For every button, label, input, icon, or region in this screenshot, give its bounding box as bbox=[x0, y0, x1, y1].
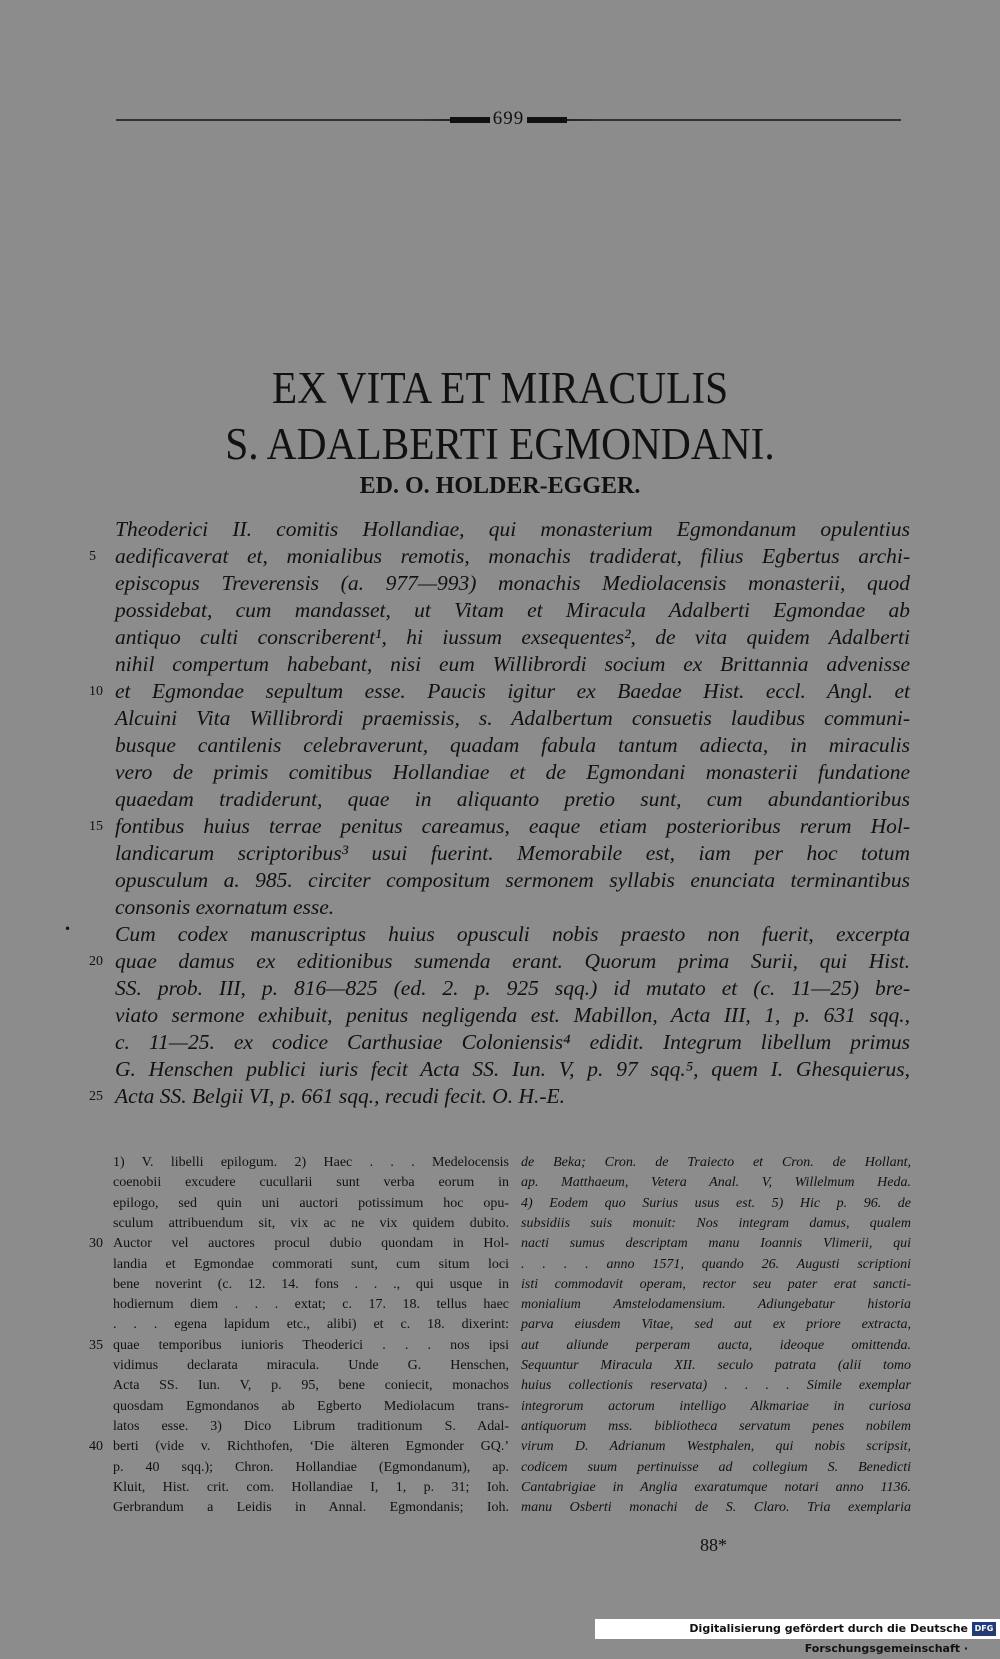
footnote-line-left: coenobii excudere cucullarii sunt verba eorum in bbox=[113, 1175, 509, 1191]
footnote-line-right: isti commodavit operam, rector seu pater erat sancti- bbox=[521, 1276, 911, 1292]
footnote-line-left: quosdam Egmondanos ab Egberto Mediolacum trans- bbox=[113, 1398, 509, 1414]
header-rule-right bbox=[527, 119, 901, 121]
footnote-line-left: Kluit, Hist. crit. com. Hollandiae I, 1, p. 31; Ioh. bbox=[113, 1479, 509, 1495]
text-line: opusculum a. 985. circiter compositum sermonem syllabis enunciata terminantibus bbox=[115, 868, 910, 892]
footnote-line-right: Cantabrigiae in Anglia exaratumque notari anno 1136. bbox=[521, 1479, 911, 1495]
page-header bbox=[116, 108, 901, 132]
title-line-2: S. ADALBERTI EGMONDANI. bbox=[225, 419, 775, 469]
footnote-line-right: ap. Matthaeum, Vetera Anal. V, Willelmum Heda. bbox=[521, 1175, 911, 1191]
line-number: 20 bbox=[89, 954, 103, 969]
footnote-line-number: 35 bbox=[89, 1337, 103, 1353]
text-line: Acta SS. Belgii VI, p. 661 sqq., recudi fecit. O. H.-E. bbox=[115, 1084, 566, 1108]
footnote-line-left: 1) V. libelli epilogum. 2) Haec . . . Medelocensis bbox=[113, 1155, 509, 1170]
footnote-line-left: Acta SS. Iun. V, p. 95, bene coniecit, monachos bbox=[113, 1378, 509, 1394]
footnote-line-right: aut aliunde perperam aucta, ideoque omittenda. bbox=[521, 1337, 911, 1353]
text-line: quaedam tradiderunt, quae in aliquanto pretio sunt, cum abundantioribus bbox=[115, 787, 910, 811]
footnote-line-left: bene noverint (c. 12. 14. fons . . ., qui usque in bbox=[113, 1276, 509, 1292]
text-line: Theoderici II. comitis Hollandiae, qui monasterium Egmondanum opulentius bbox=[115, 517, 910, 541]
text-line: SS. prob. III, p. 816—825 (ed. 2. p. 925 sqq.) id mutato et (c. 11—25) bre- bbox=[115, 976, 910, 1000]
footnote-line-left: hodiernum diem . . . extat; c. 17. 18. tellus haec bbox=[113, 1297, 509, 1313]
line-number: 10 bbox=[89, 684, 103, 699]
footnote-line-left: sculum attribuendum sit, vix ac ne vix quidem dubito. bbox=[113, 1215, 509, 1231]
text-line: possidebat, cum mandasset, ut Vitam et Miracula Adalberti Egmondae ab bbox=[115, 598, 910, 622]
text-line: et Egmondae sepultum esse. Paucis igitur ex Baedae Hist. eccl. Angl. et bbox=[115, 679, 910, 703]
footnote-line-right: monialium Amstelodamensium. Adiungebatur historia bbox=[521, 1297, 911, 1313]
text-line: quae damus ex editionibus sumenda erant. Quorum prima Surii, qui Hist. bbox=[115, 949, 910, 973]
footnote-line-left: latos esse. 3) Dico Librum traditionum S. Adal- bbox=[113, 1418, 509, 1434]
footnote-line-right: parva eiusdem Vitae, sed aut ex priore extracta, bbox=[521, 1317, 911, 1333]
text-line: Alcuini Vita Willibrordi praemissis, s. Adalbertum consuetis laudibus communi- bbox=[115, 706, 910, 730]
footnote-line-right: integrorum actorum intelligo Alkmariae in curiosa bbox=[521, 1398, 911, 1414]
line-number: 25 bbox=[89, 1089, 103, 1104]
text-line: G. Henschen publici iuris fecit Acta SS. Iun. V, p. 97 sqq.⁵, quem I. Ghesquierus, bbox=[115, 1057, 910, 1081]
footnote-line-right: huius collectionis reservata) . . . . Simile exemplar bbox=[521, 1378, 911, 1394]
dfg-logo-icon: DFG bbox=[972, 1622, 996, 1636]
footnote-line-right: nacti sumus descriptam manu Ioannis Vlimerii, qui bbox=[521, 1236, 911, 1252]
text-line: episcopus Treverensis (a. 977—993) monachis Mediolacensis monasterii, quod bbox=[115, 571, 910, 595]
footnote-line-right: 4) Eodem quo Surius usus est. 5) Hic p. 96. de bbox=[521, 1195, 911, 1211]
footnote-line-number: 40 bbox=[89, 1439, 103, 1455]
footnote-line-left: Gerbrandum a Leidis in Annal. Egmondanis; Ioh. bbox=[113, 1500, 509, 1516]
footnote-line-number: 30 bbox=[89, 1236, 103, 1252]
footnote-line-right: de Beka; Cron. de Traiecto et Cron. de Hollant, bbox=[521, 1155, 911, 1170]
footnote-line-left: landia et Egmondae commorati sunt, cum situm loci bbox=[113, 1256, 509, 1272]
text-line: Cum codex manuscriptus huius opusculi nobis praesto non fuerit, excerpta bbox=[115, 922, 910, 946]
footnote-line-left: Auctor vel auctores procul dubio quondam in Hol- bbox=[113, 1236, 509, 1252]
footnote-line-right: subsidiis suis monuit: Nos integram damus, qualem bbox=[521, 1215, 911, 1231]
text-line: fontibus huius terrae penitus careamus, eaque etiam posterioribus rerum Hol- bbox=[115, 814, 910, 838]
footnote-line-left: epilogo, sed quin uni auctori potissimum hoc opu- bbox=[113, 1195, 509, 1211]
footer-text: Digitalisierung gefördert durch die Deutsche Forschungsgemeinschaft · bbox=[689, 1622, 968, 1655]
line-number: 5 bbox=[89, 549, 96, 564]
text-line: viato sermone exhibuit, penitus negligenda est. Mabillon, Acta III, 1, p. 631 sqq., bbox=[115, 1003, 910, 1027]
page-number: 699 bbox=[492, 108, 525, 129]
editor-line: ED. O. HOLDER-EGGER. bbox=[359, 473, 641, 499]
footnote-line-left: p. 40 sqq.); Chron. Hollandiae (Egmondanum), ap. bbox=[113, 1459, 509, 1475]
text-line: landicarum scriptoribus³ usui fuerint. Memorabile est, iam per hoc totum bbox=[115, 841, 910, 865]
funding-footer bbox=[595, 1619, 1000, 1655]
text-line: busque cantilenis celebraverunt, quadam fabula tantum adiecta, in miraculis bbox=[115, 733, 910, 757]
footnote-line-right: manu Osberti monachi de S. Claro. Tria exemplaria bbox=[521, 1500, 911, 1516]
title-line-1: EX VITA ET MIRACULIS bbox=[271, 363, 729, 413]
text-line: aedificaverat et, monialibus remotis, monachis tradiderat, filius Egbertus archi- bbox=[115, 544, 910, 568]
line-number: 15 bbox=[89, 819, 103, 834]
footnote-line-right: antiquorum mss. bibliotheca servatum penes nobilem bbox=[521, 1418, 911, 1434]
footnote-line-right: virum D. Adrianum Westphalen, qui nobis scripsit, bbox=[521, 1439, 911, 1455]
text-line: vero de primis comitibus Hollandiae et de Egmondani monasterii fundatione bbox=[115, 760, 910, 784]
footnote-line-right: . . . . anno 1571, quando 26. Augusti scriptioni bbox=[521, 1256, 911, 1272]
text-line: consonis exornatum esse. bbox=[115, 895, 335, 919]
footnote-line-right: codicem suum pertinuisse ad collegium S. Benedicti bbox=[521, 1459, 911, 1475]
text-line: antiquo culti conscriberent¹, hi iussum exsequentes², de vita quidem Adalberti bbox=[115, 625, 910, 649]
footnote-line-right: Sequuntur Miracula XII. seculo patrata (alii tomo bbox=[521, 1358, 911, 1373]
text-line: c. 11—25. ex codice Carthusiae Coloniensis⁴ edidit. Integrum libellum primus bbox=[115, 1030, 910, 1054]
margin-mark: • bbox=[64, 922, 72, 936]
footnote-line-left: berti (vide v. Richthofen, ‘Die älteren Egmonder GQ.’ bbox=[113, 1439, 509, 1455]
signature-mark: 88* bbox=[700, 1535, 727, 1555]
footnote-line-left: vidimus declarata miracula. Unde G. Henschen, bbox=[113, 1358, 509, 1373]
footnote-line-left: . . . egena lapidum etc., alibi) et c. 18. dixerint: bbox=[113, 1317, 509, 1333]
text-line: nihil compertum habebant, nisi eum Willibrordi socium ex Brittannia advenisse bbox=[115, 652, 910, 676]
footnote-line-left: quae temporibus iunioris Theoderici . . . nos ipsi bbox=[113, 1337, 509, 1353]
